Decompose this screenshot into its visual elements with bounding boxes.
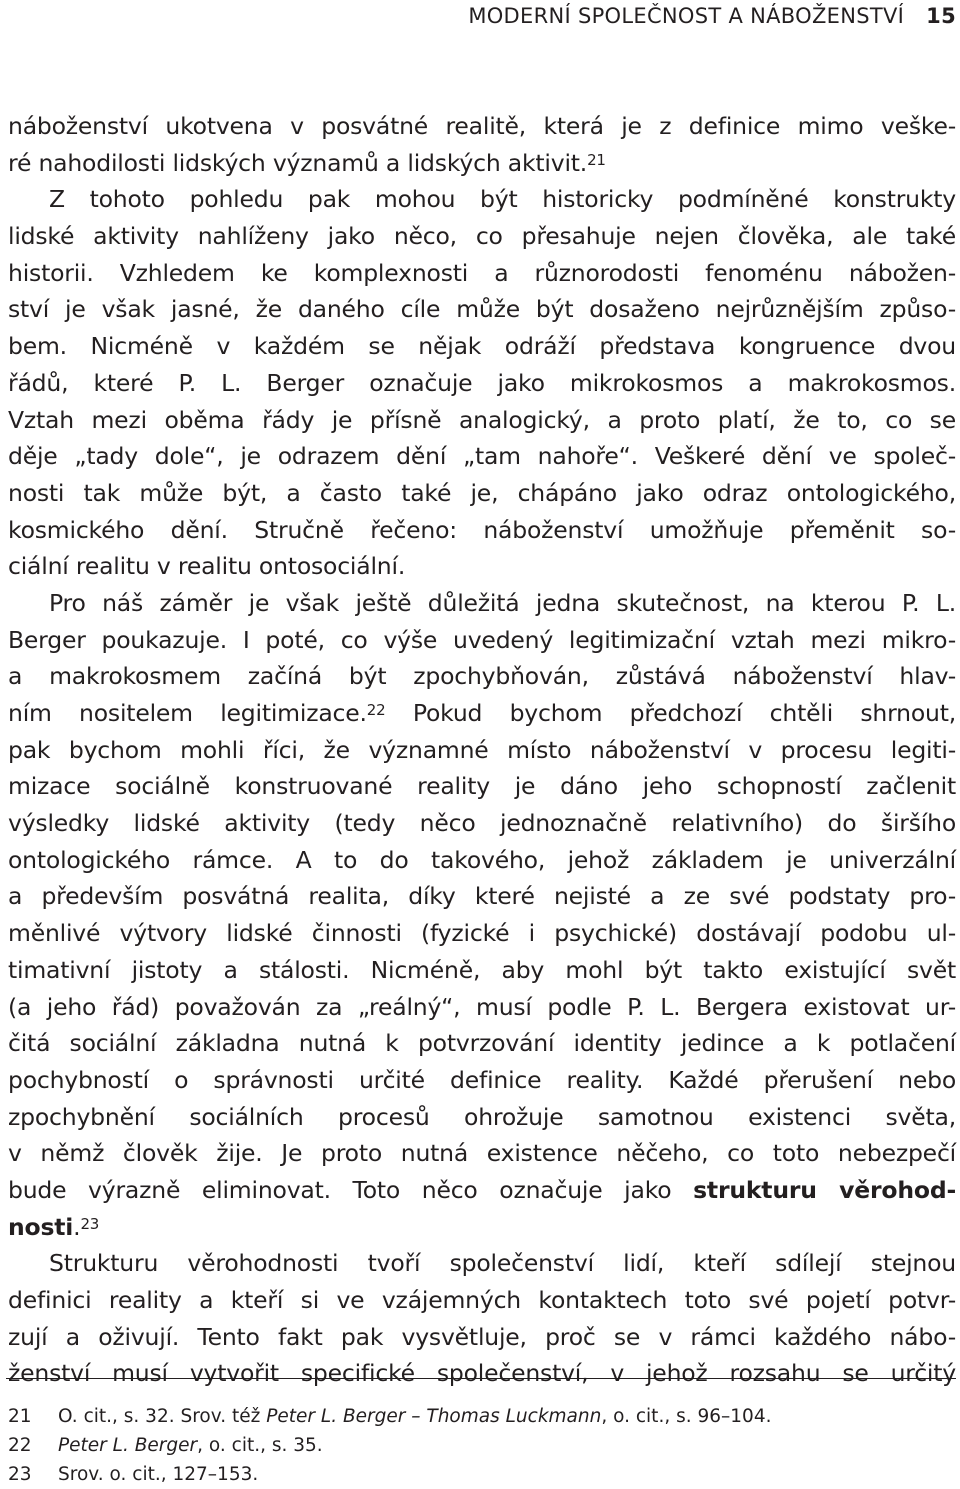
page-number: 15 bbox=[926, 4, 956, 28]
text-line: ontologického rámce. A to do takového, jehož základem je univerzální bbox=[8, 845, 956, 874]
text-line: řádů, které P. L. Berger označuje jako mikrokosmos a makrokosmos. bbox=[8, 368, 956, 397]
footnote-divider bbox=[6, 1378, 956, 1379]
footnote-number: 22 bbox=[8, 1435, 32, 1456]
footnote-number: 21 bbox=[8, 1406, 32, 1427]
text-line: ství je však jasné, že daného cíle může být dosaženo nejrůznějším způso- bbox=[8, 295, 956, 324]
text-line: a především posvátná realita, díky které nejisté a ze své podstaty pro- bbox=[8, 882, 956, 911]
footnote-text: , o. cit., s. 35. bbox=[197, 1435, 323, 1456]
running-head bbox=[468, 4, 956, 28]
text-line: Vztah mezi oběma řády je přísně analogický, a proto platí, že to, co se bbox=[8, 405, 956, 434]
text-line: timativní jistoty a stálosti. Nicméně, aby mohl být takto existující svět bbox=[8, 955, 956, 984]
text-line: Strukturu věrohodnosti tvoří společenství lidí, kteří sdílejí stejnou bbox=[49, 1249, 956, 1278]
text-line: a makrokosmem začíná být zpochybňován, zůstává náboženství hlav- bbox=[8, 662, 956, 691]
footnote-ref-23[interactable]: 23 bbox=[80, 1214, 100, 1233]
text-line: Pro náš záměr je však ještě důležitá jedna skutečnost, na kterou P. L. bbox=[49, 588, 956, 617]
footnote-author: Peter L. Berger bbox=[58, 1435, 198, 1456]
text-line: Z tohoto pohledu pak mohou být historicky podmíněné konstrukty bbox=[49, 185, 956, 214]
text-line: definici reality a kteří si ve vzájemných kontaktech toto své pojetí potvr- bbox=[8, 1286, 956, 1314]
text-span: Pokud bychom předchozí chtěli shrnout, bbox=[385, 699, 957, 727]
text-line bbox=[8, 1209, 956, 1246]
text-line bbox=[8, 145, 956, 182]
running-head-title: MODERNÍ SPOLEČNOST A NÁBOŽENSTVÍ bbox=[468, 4, 905, 28]
text-span: bude výrazně eliminovat. Toto něco označuje jako bbox=[8, 1175, 694, 1204]
text-line: mizace sociálně konstruované reality je dáno jeho schopností začlenit bbox=[8, 772, 956, 801]
text-span: . bbox=[73, 1212, 81, 1241]
text-line bbox=[8, 1172, 956, 1209]
footnotes bbox=[8, 1402, 956, 1489]
footnote-text: Srov. o. cit., 127–153. bbox=[58, 1464, 259, 1485]
text-span: ré nahodilosti lidských významů a lidských aktivit. bbox=[8, 148, 588, 177]
footnote-ref-21[interactable]: 21 bbox=[587, 150, 606, 169]
text-span: ním nositelem legitimizace. bbox=[8, 699, 367, 727]
footnote-text: , o. cit., s. 96–104. bbox=[601, 1406, 772, 1427]
text-line: pak bychom mohli říci, že významné místo náboženství v procesu legiti- bbox=[8, 735, 956, 764]
text-line: výsledky lidské aktivity (tedy něco jednoznačně relativního) do širšího bbox=[8, 809, 956, 838]
text-line: bem. Nicméně v každém se nějak odráží představa kongruence dvou bbox=[8, 332, 956, 361]
body-text bbox=[8, 108, 956, 1392]
footnote-ref-22[interactable]: 22 bbox=[366, 701, 386, 719]
text-line: zují a oživují. Tento fakt pak vysvětluje, proč se v rámci každého nábo- bbox=[8, 1322, 956, 1351]
text-line: kosmického dění. Stručně řečeno: náboženství umožňuje přeměnit so- bbox=[8, 515, 956, 544]
text-line: ženství musí vytvořit specifické společenství, v jehož rozsahu se určitý bbox=[8, 1359, 956, 1388]
text-line: čitá sociální základna nutná k potvrzování identity jedince a k potlačení bbox=[8, 1029, 956, 1058]
footnote-22 bbox=[8, 1431, 956, 1460]
text-line: ciální realitu v realitu ontosociální. bbox=[8, 552, 406, 581]
footnote-text: O. cit., s. 32. Srov. též bbox=[58, 1406, 267, 1427]
text-line: Berger poukazuje. I poté, co výše uvedený legitimizační vztah mezi mikro- bbox=[8, 625, 956, 654]
footnote-21 bbox=[8, 1402, 956, 1431]
text-line: lidské aktivity nahlíženy jako něco, co přesahuje nejen člověka, ale také bbox=[8, 222, 956, 251]
text-line: zpochybnění sociálních procesů ohrožuje samotnou existenci světa, bbox=[8, 1102, 956, 1131]
text-line: děje „tady dole“, je odrazem dění „tam nahoře“. Veškeré dění ve společ- bbox=[8, 442, 956, 471]
footnote-number: 23 bbox=[8, 1464, 32, 1485]
text-line: nosti tak může být, a často také je, chápáno jako odraz ontologického, bbox=[8, 478, 956, 507]
text-line: v němž člověk žije. Je proto nutná existence něčeho, co toto nebezpečí bbox=[8, 1139, 956, 1168]
text-line: (a jeho řád) považován za „reálný“, musí podle P. L. Bergera existovat ur- bbox=[8, 992, 956, 1021]
text-line bbox=[8, 695, 956, 732]
text-line: pochybností o správnosti určité definice reality. Každé přerušení nebo bbox=[8, 1065, 956, 1094]
text-line: náboženství ukotvena v posvátné realitě, která je z definice mimo veške- bbox=[8, 112, 956, 140]
bold-term: strukturu věrohod- bbox=[693, 1175, 956, 1204]
text-line: historii. Vzhledem ke komplexnosti a různorodosti fenoménu nábožen- bbox=[8, 258, 956, 287]
bold-term: nosti bbox=[8, 1212, 74, 1241]
footnote-author: Peter L. Berger – Thomas Luckmann bbox=[266, 1406, 602, 1427]
text-line: měnlivé výtvory lidské činnosti (fyzické i psychické) dostávají podobu ul- bbox=[8, 919, 956, 948]
